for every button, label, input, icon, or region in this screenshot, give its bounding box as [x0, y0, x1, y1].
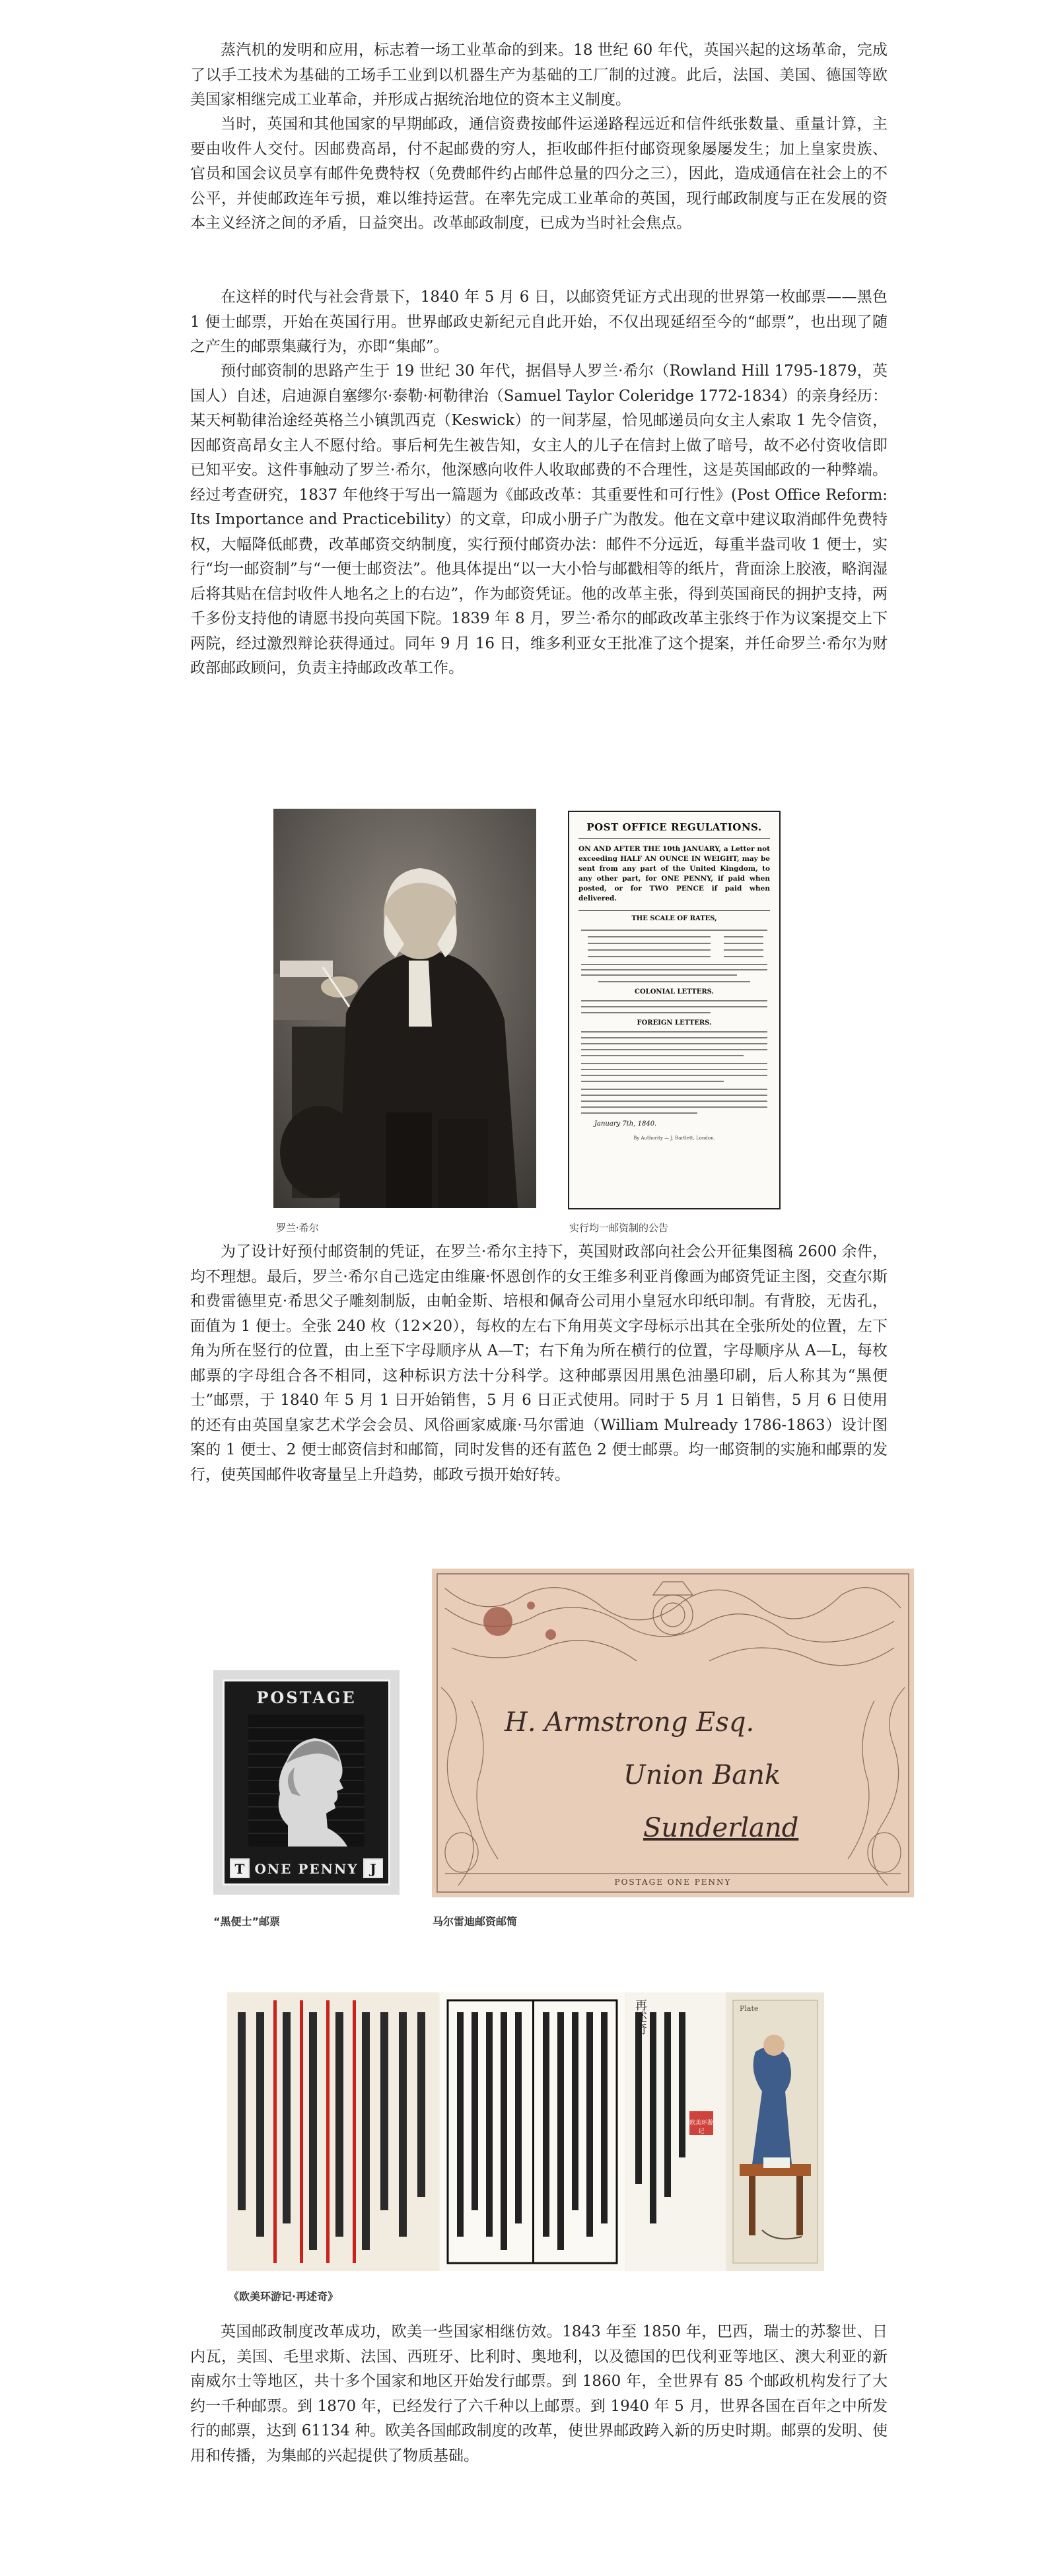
stamp-left-letter: T	[230, 1858, 250, 1878]
notice-lead: ON AND AFTER THE 10th JANUARY, a Letter not exceeding HALF AN OUNCE IN WEIGHT, may be sent from any part of the United Kingdom, to any other part, for ONE PENNY, if paid when posted, or for TWO PENCE if paid when delivered.	[578, 845, 770, 902]
book-seal-side: 欧美环游记	[689, 2120, 714, 2135]
hill-caption: 罗兰·希尔	[276, 1222, 319, 1234]
envelope-address-line3: Sunderland	[643, 1813, 799, 1843]
penny-black-stamp	[213, 1670, 400, 1895]
notice-date: January 7th, 1840.	[594, 1120, 657, 1128]
paragraph-spread: 英国邮政制度改革成功，欧美一些国家相继仿效。1843 年至 1850 年，巴西，瑞士的苏黎世、日内瓦，美国、毛里求斯、法国、西班牙、比利时、奥地利，以及德国的巴伐利亚等地区、澳大利亚的新南威尔士等地区，共十多个国家和地区开始发行邮票。到 1860 年，全世界有 85 个邮政机构发行了大约一千种邮票。到 1870 年，已经发行了六千种以上邮票。到 1940 年 5 月，世界各国在百年之中所发行的邮票，达到 61134 种。欧美各国邮政制度的改革，使世界邮政跨入新的历史时期。邮票的发明、使用和传播，为集邮的兴起提供了物质基础。	[190, 2323, 888, 2464]
notice-scale-title: THE SCALE OF RATES,	[631, 915, 717, 922]
rowland-hill-portrait	[273, 809, 536, 1208]
mulready-caption: 马尔雷迪邮资邮简	[433, 1915, 518, 1928]
notice-foreign: FOREIGN LETTERS.	[637, 1019, 712, 1027]
notice-colonial: COLONIAL LETTERS.	[635, 988, 714, 996]
black-penny-caption: “黑便士”邮票	[213, 1915, 281, 1928]
notice-footer: By Authority — J. Bartlett, London.	[633, 1135, 715, 1141]
envelope-address-line1: H. Armstrong Esq.	[505, 1707, 755, 1738]
book-pages-figure	[227, 1992, 824, 2271]
paragraph-early-postal: 当时，英国和其他国家的早期邮政，通信资费按邮件运递路程远近和信件纸张数量、重量计算，主要由收件人交付。因邮费高昂，付不起邮费的穷人，拒收邮件拒付邮资现象屡屡发生；加上皇家贵族、官员和国会议员享有邮件免费特权（免费邮件约占邮件总量的四分之三），因此，造成通信在社会上的不公平，并使邮政连年亏损，难以维持运营。在率先完成工业革命的英国，现行邮政制度与正在发展的资本主义经济之间的矛盾，日益突出。改革邮政制度，已成为当时社会焦点。	[190, 116, 888, 232]
book-caption: 《欧美环游记·再述奇》	[228, 2290, 339, 2303]
mulready-envelope	[432, 1569, 914, 1897]
paragraph-black-penny: 为了设计好预付邮资制的凭证，在罗兰·希尔主持下，英国财政部向社会公开征集图稿 2600 余件，均不理想。最后，罗兰·希尔自己选定由维廉·怀恩创作的女王维多利亚肖像画为邮资凭证主图，交查尔斯和费雷德里克·希思父子雕刻制版，由帕金斯、培根和佩奇公司用小皇冠水印纸印制。有背胶，无齿孔，面值为 1 便士。全张 240 枚（12×20），每枚的左右下角用英文字母标示出其在全张所处的位置，左下角为所在竖行的位置，由上至下字母顺序从 A—T；右下角为所在横行的位置，字母顺序从 A—L，每枚邮票的字母组合各不相同，这种标识方法十分科学。这种邮票因用黑色油墨印刷，后人称其为“黑便士”邮票，于 1840 年 5 月 1 日开始销售，5 月 6 日正式使用。同时于 5 月 1 日销售，5 月 6 日使用的还有由英国皇家艺术学会会员、风俗画家威廉·马尔雷迪（William Mulready 1786-1863）设计图案的 1 便士、2 便士邮资信封和邮简，同时发售的还有蓝色 2 便士邮票。均一邮资制的实施和邮票的发行，使英国邮件收寄量呈上升趋势，邮政亏损开始好转。	[190, 1243, 888, 1483]
stamp-bottom-text: ONE PENNY	[254, 1861, 359, 1877]
paragraph-first-stamp: 在这样的时代与社会背景下，1840 年 5 月 6 日，以邮资凭证方式出现的世界第一枚邮票——黑色 1 便士邮票，开始在英国行用。世界邮政史新纪元自此开始，不仅出现延绍至今的“邮票”，也出现了随之产生的邮票集藏行为，亦即“集邮”。	[190, 288, 888, 355]
book-plate-label: Plate	[740, 2004, 759, 2013]
post-office-regulations-notice	[568, 811, 781, 1209]
stamp-right-letter: J	[363, 1858, 383, 1878]
envelope-address-line2: Union Bank	[623, 1760, 781, 1790]
notice-caption: 实行均一邮资制的公告	[569, 1222, 669, 1234]
envelope-footer-text: POSTAGE ONE PENNY	[614, 1878, 732, 1887]
notice-title: POST OFFICE REGULATIONS.	[586, 821, 762, 833]
paragraph-intro: 蒸汽机的发明和应用，标志着一场工业革命的到来。18 世纪 60 年代，英国兴起的这场革命，完成了以手工技术为基础的工场手工业到以机器生产为基础的工厂制的过渡。此后，法国、美国、德国等欧美国家相继完成工业革命，并形成占据统治地位的资本主义制度。	[190, 42, 888, 108]
paragraph-rowland-hill: 预付邮资制的思路产生于 19 世纪 30 年代，据倡导人罗兰·希尔（Rowland Hill 1795-1879，英国人）自述，启迪源自塞缪尔·泰勒·柯勒律治（Samuel Taylor Coleridge 1772-1834）的亲身经历：某天柯勒律治途经英格兰小镇凯西克（Keswick）的一间茅屋，恰见邮递员向女主人索取 1 先令信资，因邮资高昂女主人不愿付给。事后柯先生被告知，女主人的儿子在信封上做了暗号，故不必付资收信即已知平安。这件事触动了罗兰·希尔，他深感向收件人收取邮费的不合理性，这是英国邮政的一种弊端。经过考查研究，1837 年他终于写出一篇题为《邮政改革：其重要性和可行性》(Post Office Reform: Its Importance and Practicebility）的文章，印成小册子广为散发。他在文章中建议取消邮件免费特权，大幅降低邮费，改革邮资交纳制度，实行预付邮资办法：邮件不分远近，每重半盎司收 1 便士，实行“均一邮资制”与“一便士邮资法”。他具体提出“以一大小恰与邮戳相等的纸片，背面涂上胶液，略润湿后将其贴在信封收件人地名之上的右边”，作为邮资凭证。他的改革主张，得到英国商民的拥护支持，两千多份支持他的请愿书投向英国下院。1839 年 8 月，罗兰·希尔的邮政改革主张终于作为议案提交上下两院，经过激烈辩论获得通过。同年 9 月 16 日，维多利亚女王批准了这个提案，并任命罗兰·希尔为财政部邮政顾问，负责主持邮政改革工作。	[190, 362, 888, 677]
stamp-top-text: POSTAGE	[256, 1688, 357, 1707]
book-cover-title: 再述奇	[633, 1999, 647, 2035]
